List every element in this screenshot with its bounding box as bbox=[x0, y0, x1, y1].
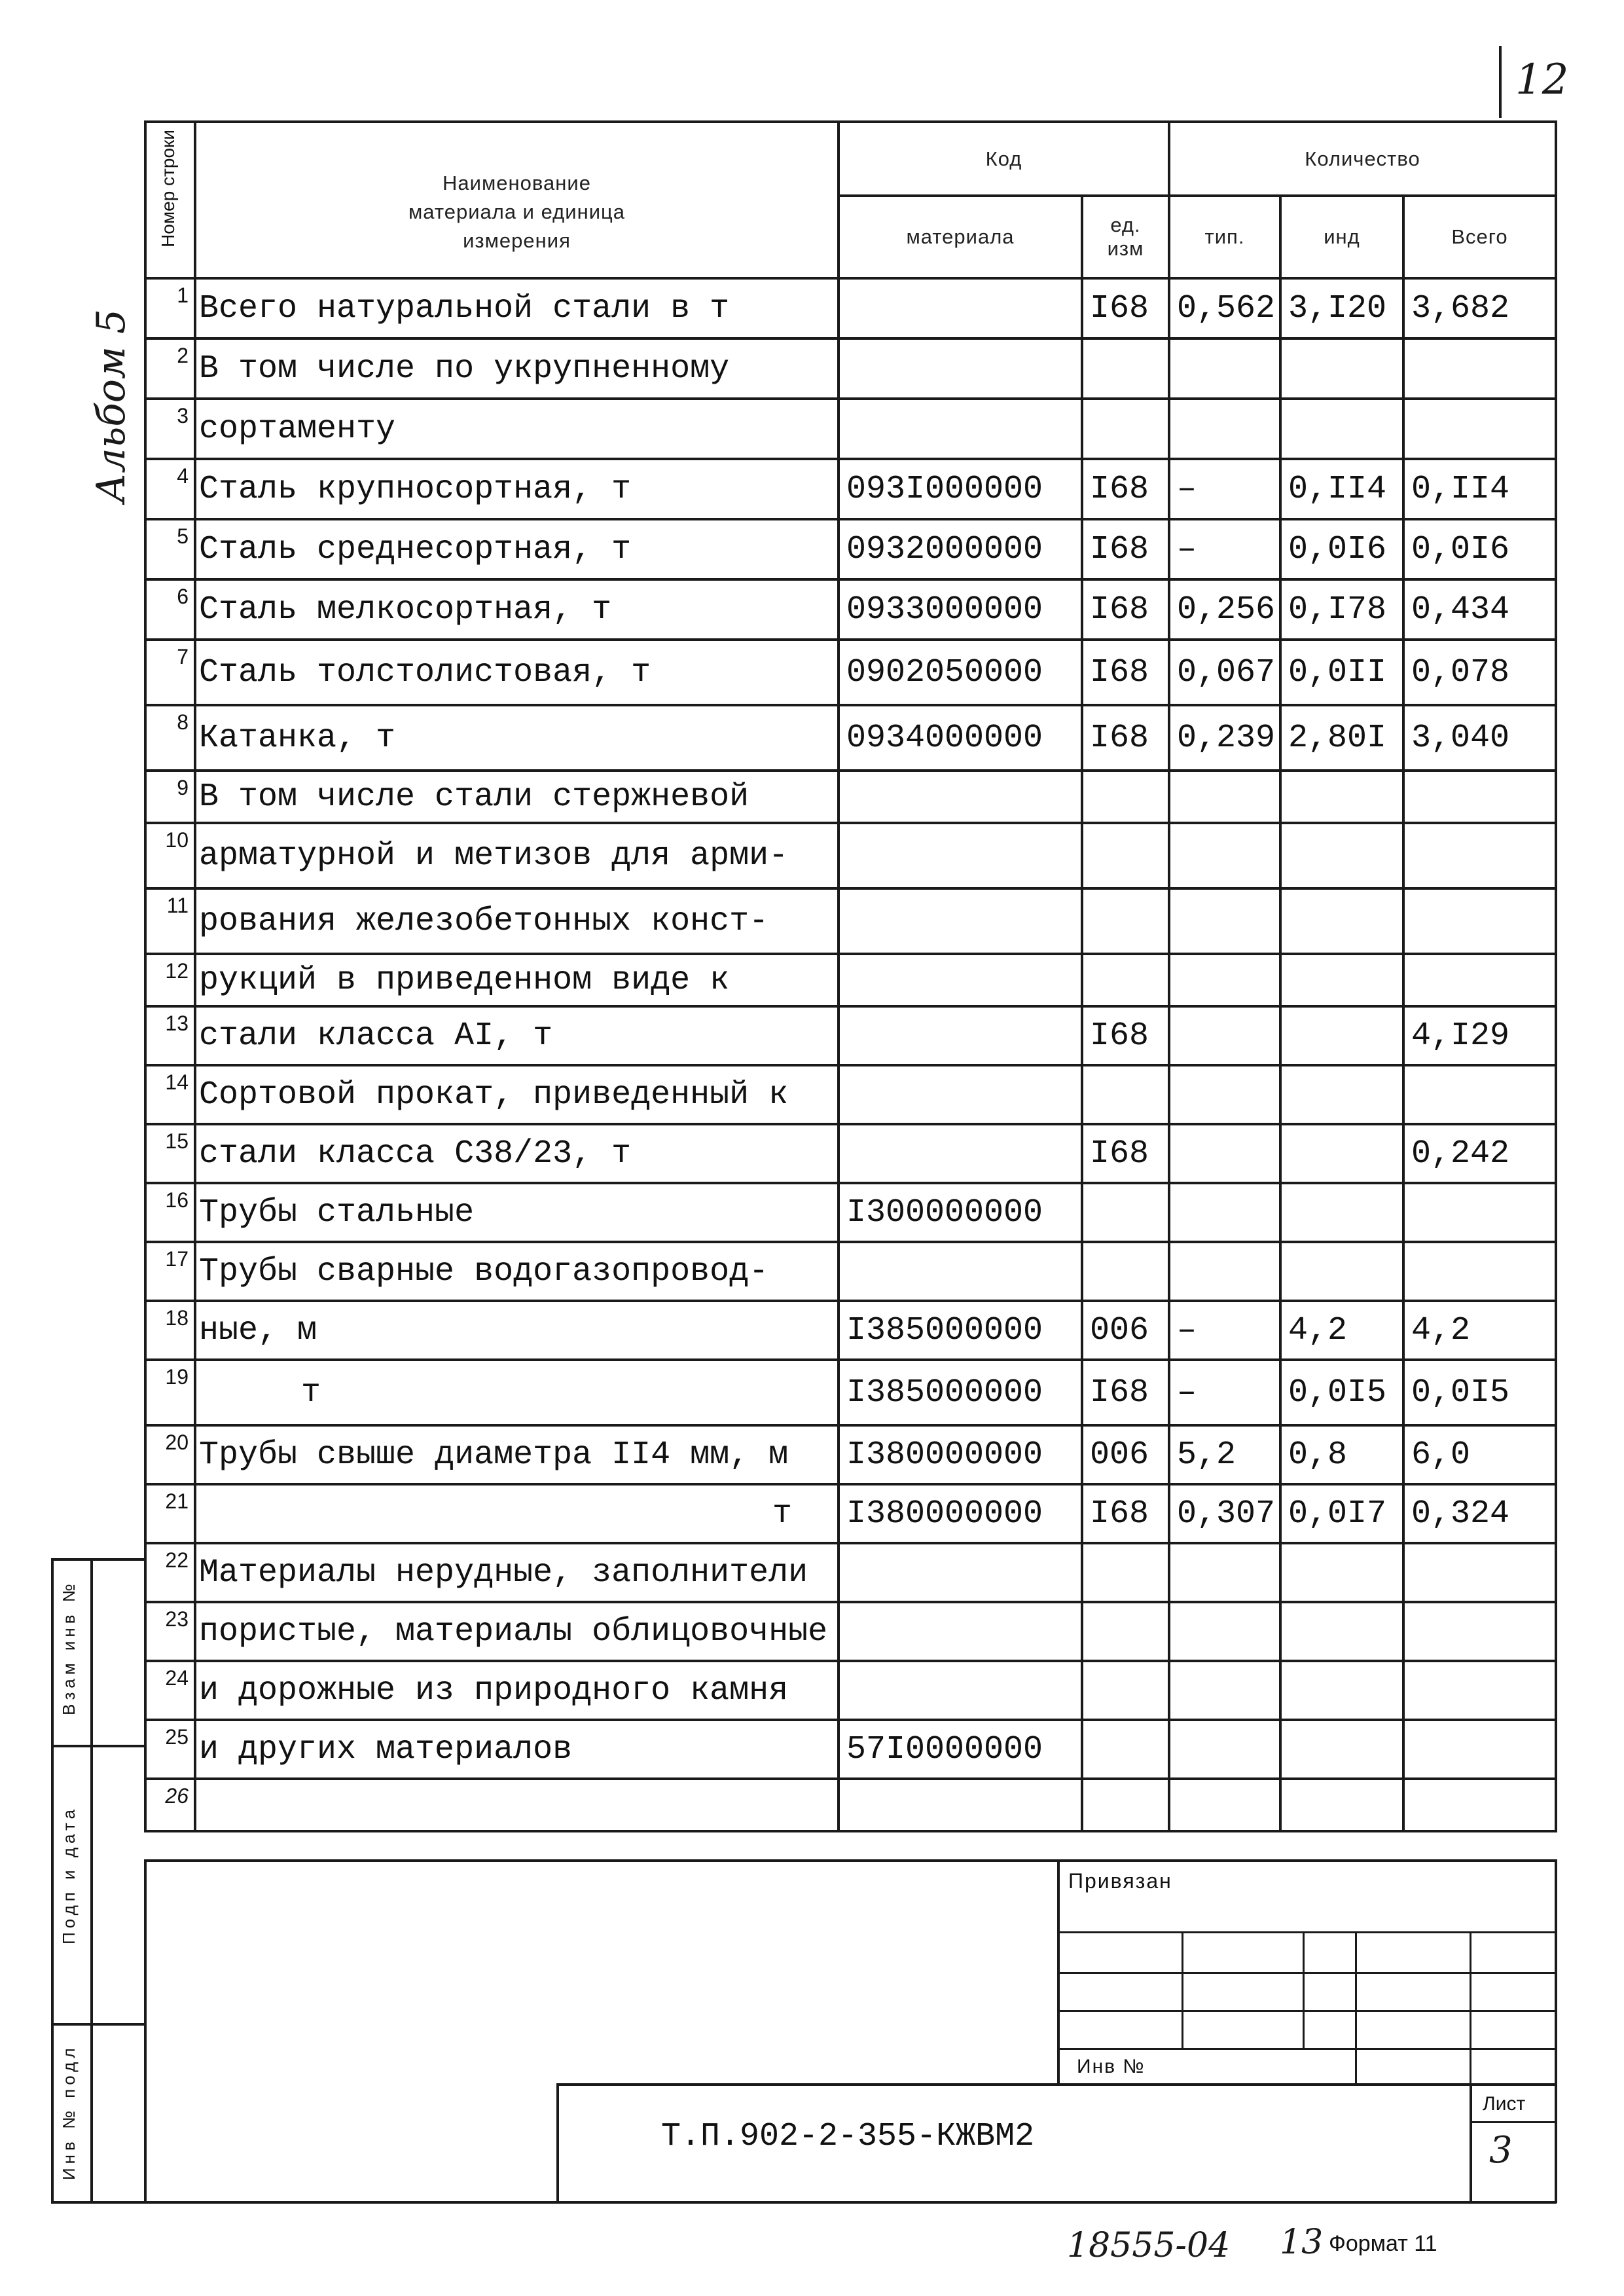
qty-ind: 3,I20 bbox=[1280, 278, 1403, 338]
material-code bbox=[839, 771, 1082, 823]
qty-typ bbox=[1169, 771, 1280, 823]
side-stamp-mid bbox=[90, 1558, 93, 2203]
side-label-inv-podl: Инв № подл bbox=[59, 2044, 79, 2180]
qty-typ bbox=[1169, 1779, 1280, 1831]
material-name: Трубы свыше диаметра II4 мм, м bbox=[195, 1425, 839, 1484]
qty-ind: 0,II4 bbox=[1280, 459, 1403, 519]
unit-code: I68 bbox=[1082, 705, 1169, 771]
row-number: 7 bbox=[145, 640, 195, 705]
unit-code bbox=[1082, 1065, 1169, 1124]
table-row bbox=[145, 1360, 1556, 1425]
material-name: т bbox=[195, 1484, 839, 1543]
qty-typ bbox=[1169, 1242, 1280, 1301]
qty-typ bbox=[1169, 823, 1280, 888]
row-number: 6 bbox=[145, 579, 195, 640]
header-quantity: Количество bbox=[1169, 122, 1556, 196]
qty-ind bbox=[1280, 771, 1403, 823]
qty-typ: 0,256 bbox=[1169, 579, 1280, 640]
material-code bbox=[839, 1124, 1082, 1183]
material-code bbox=[839, 1543, 1082, 1602]
qty-total bbox=[1403, 823, 1556, 888]
qty-ind bbox=[1280, 1183, 1403, 1242]
row-number: 12 bbox=[145, 954, 195, 1006]
qty-total bbox=[1403, 1543, 1556, 1602]
table-row bbox=[145, 954, 1556, 1006]
unit-code bbox=[1082, 954, 1169, 1006]
qty-total bbox=[1403, 1720, 1556, 1779]
qty-total bbox=[1403, 954, 1556, 1006]
header-row-number bbox=[145, 122, 195, 278]
qty-typ bbox=[1169, 1543, 1280, 1602]
material-name: рования железобетонных конст- bbox=[195, 888, 839, 954]
unit-code bbox=[1082, 338, 1169, 399]
table-row bbox=[145, 1425, 1556, 1484]
unit-code: I68 bbox=[1082, 579, 1169, 640]
table-row bbox=[145, 1006, 1556, 1065]
material-code: 0932000000 bbox=[839, 519, 1082, 579]
unit-code: I68 bbox=[1082, 459, 1169, 519]
qty-typ bbox=[1169, 1006, 1280, 1065]
material-name: В том числе стали стержневой bbox=[195, 771, 839, 823]
material-name: т bbox=[195, 1360, 839, 1425]
stamp-grid-h2 bbox=[1057, 1972, 1555, 1974]
stamp-grid-h4 bbox=[1057, 2048, 1555, 2050]
stamp-outer-right bbox=[1555, 1859, 1557, 2203]
row-number: 18 bbox=[145, 1301, 195, 1360]
stamp-grid-v4 bbox=[1470, 1931, 1471, 2085]
row-number: 23 bbox=[145, 1602, 195, 1661]
material-name: В том числе по укрупненному bbox=[195, 338, 839, 399]
stamp-grid-h1 bbox=[1057, 1931, 1555, 1933]
qty-ind: 0,I78 bbox=[1280, 579, 1403, 640]
row-number: 24 bbox=[145, 1661, 195, 1720]
unit-code bbox=[1082, 1779, 1169, 1831]
header-qty-ind: инд bbox=[1280, 196, 1403, 278]
unit-code bbox=[1082, 1661, 1169, 1720]
qty-typ bbox=[1169, 1124, 1280, 1183]
qty-total: 0,434 bbox=[1403, 579, 1556, 640]
qty-total bbox=[1403, 888, 1556, 954]
material-code bbox=[839, 1779, 1082, 1831]
unit-code: I68 bbox=[1082, 278, 1169, 338]
qty-total: 0,II4 bbox=[1403, 459, 1556, 519]
table-row bbox=[145, 1720, 1556, 1779]
material-name: и дорожные из природного камня bbox=[195, 1661, 839, 1720]
header-code: Код bbox=[839, 122, 1169, 196]
qty-total bbox=[1403, 1661, 1556, 1720]
table-row bbox=[145, 705, 1556, 771]
qty-total bbox=[1403, 399, 1556, 459]
qty-typ bbox=[1169, 1065, 1280, 1124]
qty-total: 0,0I5 bbox=[1403, 1360, 1556, 1425]
qty-total: 4,2 bbox=[1403, 1301, 1556, 1360]
table-row bbox=[145, 1183, 1556, 1242]
material-name bbox=[195, 1779, 839, 1831]
row-number: 11 bbox=[145, 888, 195, 954]
row-number: 19 bbox=[145, 1360, 195, 1425]
material-code bbox=[839, 1065, 1082, 1124]
table-row bbox=[145, 1543, 1556, 1602]
stamp-designation: Т.П.902-2-355-КЖВМ2 bbox=[661, 2118, 1035, 2155]
material-name: Катанка, т bbox=[195, 705, 839, 771]
material-code: I385000000 bbox=[839, 1301, 1082, 1360]
unit-code: I68 bbox=[1082, 640, 1169, 705]
material-name: Всего натуральной стали в т bbox=[195, 278, 839, 338]
row-number: 16 bbox=[145, 1183, 195, 1242]
qty-typ bbox=[1169, 338, 1280, 399]
row-number: 10 bbox=[145, 823, 195, 888]
stamp-top bbox=[144, 1859, 1557, 1862]
material-name: арматурной и метизов для арми- bbox=[195, 823, 839, 888]
header-qty-total: Всего bbox=[1403, 196, 1556, 278]
qty-ind bbox=[1280, 1779, 1403, 1831]
qty-ind bbox=[1280, 1661, 1403, 1720]
qty-total: 0,0I6 bbox=[1403, 519, 1556, 579]
page-number: 12 bbox=[1515, 56, 1569, 104]
table-row bbox=[145, 1301, 1556, 1360]
header-code-material: материала bbox=[839, 196, 1082, 278]
header-row-number-label: Номер строки bbox=[158, 130, 178, 247]
header-code-unit: ед. изм bbox=[1082, 196, 1169, 278]
table-row bbox=[145, 640, 1556, 705]
stamp-title-top bbox=[556, 2083, 1557, 2086]
material-code bbox=[839, 399, 1082, 459]
qty-ind: 0,0I5 bbox=[1280, 1360, 1403, 1425]
unit-code bbox=[1082, 1602, 1169, 1661]
row-number: 17 bbox=[145, 1242, 195, 1301]
stamp-grid-v1 bbox=[1182, 1931, 1183, 2049]
unit-code bbox=[1082, 771, 1169, 823]
header-row-1 bbox=[145, 122, 1556, 196]
stamp-grid-h3 bbox=[1057, 2010, 1555, 2012]
table-row bbox=[145, 399, 1556, 459]
row-number: 22 bbox=[145, 1543, 195, 1602]
qty-ind: 0,0I6 bbox=[1280, 519, 1403, 579]
qty-total: 0,242 bbox=[1403, 1124, 1556, 1183]
material-code bbox=[839, 1602, 1082, 1661]
table-row bbox=[145, 1602, 1556, 1661]
material-name: ные, м bbox=[195, 1301, 839, 1360]
album-label: Альбом 5 bbox=[88, 308, 134, 503]
material-name: стали класса С38/23, т bbox=[195, 1124, 839, 1183]
material-code bbox=[839, 888, 1082, 954]
row-number: 2 bbox=[145, 338, 195, 399]
material-name: Трубы стальные bbox=[195, 1183, 839, 1242]
material-name: стали класса АI, т bbox=[195, 1006, 839, 1065]
table-row bbox=[145, 888, 1556, 954]
table-row bbox=[145, 1779, 1556, 1831]
material-name: Сталь толстолистовая, т bbox=[195, 640, 839, 705]
materials-table bbox=[144, 120, 1557, 1832]
qty-ind: 0,0II bbox=[1280, 640, 1403, 705]
table-row bbox=[145, 1484, 1556, 1543]
footer-number: 18555-04 bbox=[1067, 2226, 1231, 2265]
side-stamp-div-2 bbox=[51, 2023, 146, 2026]
material-code bbox=[839, 823, 1082, 888]
qty-ind: 0,0I7 bbox=[1280, 1484, 1403, 1543]
qty-total: 3,682 bbox=[1403, 278, 1556, 338]
qty-ind bbox=[1280, 1242, 1403, 1301]
side-stamp-div-1 bbox=[51, 1745, 146, 1747]
material-code bbox=[839, 1006, 1082, 1065]
unit-code: I68 bbox=[1082, 1006, 1169, 1065]
row-number: 26 bbox=[145, 1779, 195, 1831]
stamp-inv-no: Инв № bbox=[1077, 2056, 1146, 2077]
material-name: сортаменту bbox=[195, 399, 839, 459]
qty-ind bbox=[1280, 1543, 1403, 1602]
unit-code: 006 bbox=[1082, 1301, 1169, 1360]
unit-code bbox=[1082, 399, 1169, 459]
material-code: 0933000000 bbox=[839, 579, 1082, 640]
row-number: 8 bbox=[145, 705, 195, 771]
qty-ind bbox=[1280, 1602, 1403, 1661]
qty-typ bbox=[1169, 1183, 1280, 1242]
unit-code bbox=[1082, 888, 1169, 954]
qty-total: 0,078 bbox=[1403, 640, 1556, 705]
side-label-vzam-inv: Взам инв № bbox=[59, 1580, 79, 1715]
table-row bbox=[145, 519, 1556, 579]
qty-total bbox=[1403, 1065, 1556, 1124]
material-name: пористые, материалы облицовочные bbox=[195, 1602, 839, 1661]
material-code: I380000000 bbox=[839, 1484, 1082, 1543]
unit-code bbox=[1082, 1720, 1169, 1779]
material-code bbox=[839, 278, 1082, 338]
material-name: Сталь мелкосортная, т bbox=[195, 579, 839, 640]
material-code bbox=[839, 1661, 1082, 1720]
qty-typ: 0,307 bbox=[1169, 1484, 1280, 1543]
qty-typ bbox=[1169, 399, 1280, 459]
unit-code: I68 bbox=[1082, 1124, 1169, 1183]
qty-ind bbox=[1280, 338, 1403, 399]
side-stamp-outer-left bbox=[51, 1558, 54, 2203]
material-code: I385000000 bbox=[839, 1360, 1082, 1425]
qty-typ: 0,067 bbox=[1169, 640, 1280, 705]
qty-typ: – bbox=[1169, 519, 1280, 579]
unit-code bbox=[1082, 1242, 1169, 1301]
qty-total bbox=[1403, 1242, 1556, 1301]
qty-typ: – bbox=[1169, 459, 1280, 519]
qty-typ: 5,2 bbox=[1169, 1425, 1280, 1484]
stamp-sheet-divider bbox=[1470, 2121, 1557, 2123]
side-label-podp-data: Подп и дата bbox=[59, 1806, 79, 1944]
material-code: 57I0000000 bbox=[839, 1720, 1082, 1779]
stamp-grid-v2 bbox=[1303, 1931, 1305, 2049]
table-row bbox=[145, 1242, 1556, 1301]
qty-total: 6,0 bbox=[1403, 1425, 1556, 1484]
row-number: 3 bbox=[145, 399, 195, 459]
material-name: Трубы сварные водогазопровод- bbox=[195, 1242, 839, 1301]
table-row bbox=[145, 278, 1556, 338]
qty-ind bbox=[1280, 1720, 1403, 1779]
table-row bbox=[145, 1661, 1556, 1720]
unit-code bbox=[1082, 823, 1169, 888]
qty-total: 3,040 bbox=[1403, 705, 1556, 771]
stamp-sheet-label: Лист bbox=[1483, 2093, 1526, 2115]
unit-code: I68 bbox=[1082, 519, 1169, 579]
row-number: 9 bbox=[145, 771, 195, 823]
qty-typ bbox=[1169, 954, 1280, 1006]
row-number: 13 bbox=[145, 1006, 195, 1065]
stamp-sheet-left bbox=[1470, 2083, 1472, 2203]
material-name: Материалы нерудные, заполнители bbox=[195, 1543, 839, 1602]
qty-typ: 0,239 bbox=[1169, 705, 1280, 771]
qty-total bbox=[1403, 1779, 1556, 1831]
qty-ind bbox=[1280, 954, 1403, 1006]
table-row bbox=[145, 1065, 1556, 1124]
material-code: 0934000000 bbox=[839, 705, 1082, 771]
footer-format: Формат 11 bbox=[1329, 2231, 1437, 2256]
qty-typ bbox=[1169, 888, 1280, 954]
qty-ind bbox=[1280, 823, 1403, 888]
material-code: I380000000 bbox=[839, 1425, 1082, 1484]
table-row bbox=[145, 823, 1556, 888]
material-code bbox=[839, 338, 1082, 399]
qty-total bbox=[1403, 771, 1556, 823]
row-number: 15 bbox=[145, 1124, 195, 1183]
table-row bbox=[145, 771, 1556, 823]
material-name: Сталь среднесортная, т bbox=[195, 519, 839, 579]
qty-typ: – bbox=[1169, 1301, 1280, 1360]
material-code bbox=[839, 954, 1082, 1006]
row-number: 14 bbox=[145, 1065, 195, 1124]
qty-ind: 4,2 bbox=[1280, 1301, 1403, 1360]
unit-code: 006 bbox=[1082, 1425, 1169, 1484]
unit-code: I68 bbox=[1082, 1360, 1169, 1425]
material-name: рукций в приведенном виде к bbox=[195, 954, 839, 1006]
qty-typ: – bbox=[1169, 1360, 1280, 1425]
stamp-sheet-number: 3 bbox=[1489, 2129, 1513, 2172]
footer-sheet: 13 bbox=[1280, 2223, 1324, 2262]
material-code: 0902050000 bbox=[839, 640, 1082, 705]
unit-code: I68 bbox=[1082, 1484, 1169, 1543]
stamp-grid-v3 bbox=[1355, 1931, 1357, 2085]
qty-typ: 0,562 bbox=[1169, 278, 1280, 338]
page-number-bar bbox=[1499, 46, 1502, 118]
material-code bbox=[839, 1242, 1082, 1301]
qty-total: 4,I29 bbox=[1403, 1006, 1556, 1065]
stamp-privyazan: Привязан bbox=[1068, 1869, 1172, 1893]
unit-code bbox=[1082, 1183, 1169, 1242]
material-name: и других материалов bbox=[195, 1720, 839, 1779]
row-number: 1 bbox=[145, 278, 195, 338]
qty-total bbox=[1403, 1602, 1556, 1661]
row-number: 21 bbox=[145, 1484, 195, 1543]
qty-typ bbox=[1169, 1602, 1280, 1661]
header-name: Наименование материала и единица измерения bbox=[195, 122, 839, 278]
table-row bbox=[145, 338, 1556, 399]
row-number: 20 bbox=[145, 1425, 195, 1484]
qty-total: 0,324 bbox=[1403, 1484, 1556, 1543]
qty-ind bbox=[1280, 1006, 1403, 1065]
qty-ind bbox=[1280, 888, 1403, 954]
row-number: 25 bbox=[145, 1720, 195, 1779]
table-row bbox=[145, 459, 1556, 519]
unit-code bbox=[1082, 1543, 1169, 1602]
table-row bbox=[145, 1124, 1556, 1183]
material-name: Сортовой прокат, приведенный к bbox=[195, 1065, 839, 1124]
stamp-outer-left bbox=[144, 1859, 147, 2203]
qty-typ bbox=[1169, 1720, 1280, 1779]
qty-ind bbox=[1280, 1124, 1403, 1183]
material-code: 093I000000 bbox=[839, 459, 1082, 519]
material-code: I300000000 bbox=[839, 1183, 1082, 1242]
side-stamp-bottom bbox=[51, 2201, 1557, 2204]
qty-total bbox=[1403, 338, 1556, 399]
stamp-title-left bbox=[556, 2083, 559, 2203]
qty-ind bbox=[1280, 1065, 1403, 1124]
qty-ind bbox=[1280, 399, 1403, 459]
header-qty-typ: тип. bbox=[1169, 196, 1280, 278]
side-stamp-top bbox=[51, 1558, 146, 1561]
qty-typ bbox=[1169, 1661, 1280, 1720]
qty-ind: 2,80I bbox=[1280, 705, 1403, 771]
table-row bbox=[145, 579, 1556, 640]
row-number: 5 bbox=[145, 519, 195, 579]
qty-total bbox=[1403, 1183, 1556, 1242]
row-number: 4 bbox=[145, 459, 195, 519]
qty-ind: 0,8 bbox=[1280, 1425, 1403, 1484]
material-name: Сталь крупносортная, т bbox=[195, 459, 839, 519]
